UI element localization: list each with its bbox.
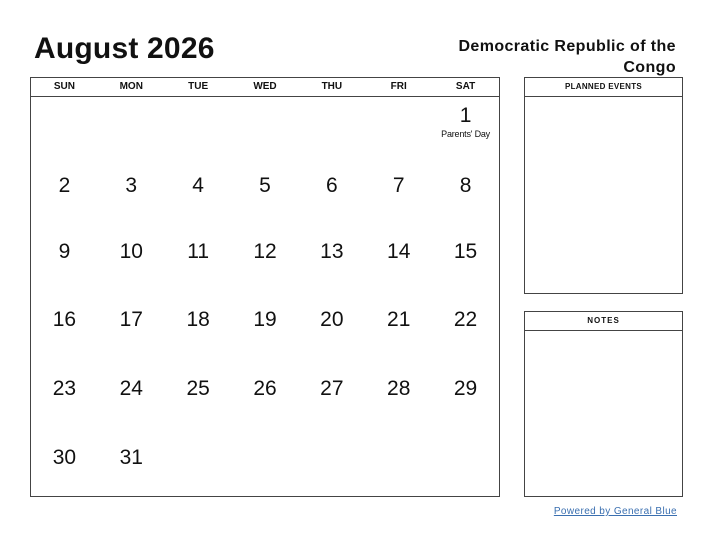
day-cell bbox=[31, 437, 98, 503]
day-number: 27 bbox=[320, 377, 344, 400]
day-number bbox=[365, 437, 432, 447]
day-number: 11 bbox=[187, 240, 210, 263]
powered-by-link[interactable]: Powered by General Blue bbox=[553, 506, 677, 517]
day-number bbox=[365, 97, 432, 105]
day-number: 3 bbox=[125, 174, 138, 197]
day-cell bbox=[298, 231, 365, 299]
weekday-fri: FRI bbox=[390, 81, 407, 92]
day-cell bbox=[165, 437, 232, 503]
day-cell bbox=[165, 368, 232, 437]
day-cell bbox=[98, 231, 165, 299]
day-cell bbox=[232, 165, 299, 231]
day-number: 13 bbox=[320, 240, 344, 263]
day-number: 29 bbox=[453, 377, 478, 400]
day-cell bbox=[432, 165, 499, 231]
day-cell bbox=[298, 437, 365, 503]
day-number bbox=[31, 97, 98, 105]
weekday-header bbox=[31, 78, 499, 97]
day-cell bbox=[98, 165, 165, 231]
day-number: 20 bbox=[320, 308, 344, 331]
day-number bbox=[298, 437, 365, 447]
day-number: 25 bbox=[186, 377, 210, 400]
day-number: 10 bbox=[119, 240, 143, 263]
day-cell bbox=[298, 97, 365, 165]
day-number: 30 bbox=[52, 446, 77, 469]
day-cell bbox=[165, 231, 232, 299]
day-number: 8 bbox=[459, 174, 472, 197]
day-cell bbox=[365, 437, 432, 503]
day-number bbox=[432, 437, 499, 447]
day-number: 7 bbox=[392, 174, 405, 197]
day-number: 1 bbox=[459, 104, 472, 127]
notes-heading: NOTES bbox=[525, 312, 682, 331]
day-number: 9 bbox=[58, 240, 71, 263]
planned-events-heading: PLANNED EVENTS bbox=[525, 78, 682, 97]
day-cell bbox=[432, 368, 499, 437]
day-number: 31 bbox=[119, 446, 143, 469]
day-cell bbox=[98, 97, 165, 165]
day-number: 15 bbox=[453, 240, 478, 263]
day-number: 22 bbox=[453, 308, 478, 331]
day-cell bbox=[432, 299, 499, 368]
weekday-tue: TUE bbox=[188, 81, 209, 92]
day-cell bbox=[365, 299, 432, 368]
day-number bbox=[232, 97, 299, 105]
day-number: 14 bbox=[387, 240, 411, 263]
day-number: 6 bbox=[326, 174, 338, 197]
weekday-wed: WED bbox=[253, 81, 277, 92]
weekday-sat: SAT bbox=[455, 81, 476, 92]
day-cell bbox=[365, 368, 432, 437]
day-number: 19 bbox=[253, 308, 277, 331]
page-title: August 2026 bbox=[34, 32, 215, 65]
day-cell bbox=[31, 231, 98, 299]
weekday-sun: SUN bbox=[53, 81, 75, 92]
day-number: 28 bbox=[387, 377, 411, 400]
day-number: 5 bbox=[259, 174, 271, 197]
day-cell bbox=[298, 368, 365, 437]
day-number: 17 bbox=[119, 308, 143, 331]
day-cell bbox=[31, 97, 98, 165]
notes-panel bbox=[524, 311, 683, 497]
day-cell bbox=[432, 97, 499, 165]
day-number bbox=[165, 437, 232, 447]
day-cell bbox=[232, 437, 299, 503]
day-number: 12 bbox=[253, 240, 277, 263]
day-cell bbox=[165, 165, 232, 231]
calendar-days bbox=[31, 97, 499, 503]
day-cell bbox=[98, 437, 165, 503]
day-cell bbox=[165, 299, 232, 368]
day-cell bbox=[98, 299, 165, 368]
country-name: Democratic Republic of the Congo bbox=[458, 38, 676, 76]
day-cell bbox=[232, 97, 299, 165]
day-number bbox=[232, 437, 299, 447]
day-number: 18 bbox=[186, 308, 210, 331]
day-cell bbox=[298, 165, 365, 231]
day-cell bbox=[432, 231, 499, 299]
day-cell bbox=[165, 97, 232, 165]
day-cell bbox=[98, 368, 165, 437]
day-cell bbox=[31, 165, 98, 231]
day-cell bbox=[365, 165, 432, 231]
planned-events-panel bbox=[524, 77, 683, 294]
day-number: 2 bbox=[58, 174, 71, 197]
day-cell bbox=[365, 231, 432, 299]
day-number: 26 bbox=[253, 377, 277, 400]
day-cell bbox=[31, 368, 98, 437]
day-cell bbox=[232, 368, 299, 437]
day-number bbox=[165, 97, 232, 105]
day-cell bbox=[432, 437, 499, 503]
holiday-label: Parents' Day bbox=[441, 129, 490, 139]
day-cell bbox=[232, 299, 299, 368]
weekday-mon: MON bbox=[119, 81, 143, 92]
day-number: 24 bbox=[119, 377, 143, 400]
day-number: 16 bbox=[52, 308, 77, 331]
day-number bbox=[298, 97, 365, 105]
calendar-grid bbox=[30, 77, 500, 497]
day-number: 23 bbox=[52, 377, 77, 400]
day-cell bbox=[365, 97, 432, 165]
day-cell bbox=[31, 299, 98, 368]
day-number bbox=[98, 97, 165, 105]
weekday-thu: THU bbox=[321, 81, 343, 92]
day-cell bbox=[298, 299, 365, 368]
day-number: 21 bbox=[387, 308, 411, 331]
day-cell bbox=[232, 231, 299, 299]
day-number: 4 bbox=[192, 174, 204, 197]
